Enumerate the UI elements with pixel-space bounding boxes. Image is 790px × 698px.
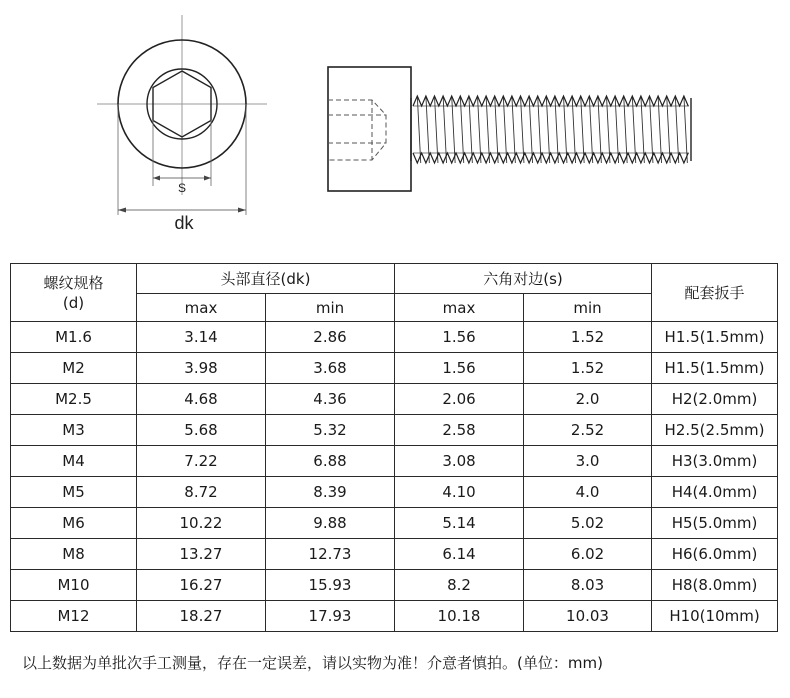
specification-table <box>10 263 778 632</box>
cell-dk-max: 5.68 <box>137 415 266 446</box>
table-row <box>11 384 778 415</box>
table-row <box>11 477 778 508</box>
cell-wrench: H4(4.0mm) <box>652 477 778 508</box>
cell-wrench: H2(2.0mm) <box>652 384 778 415</box>
cell-s-min: 1.52 <box>524 322 652 353</box>
header-wrench: 配套扳手 <box>652 264 778 322</box>
screw-technical-drawing <box>0 0 790 250</box>
cell-dk-min: 8.39 <box>266 477 395 508</box>
cell-dk-max: 18.27 <box>137 601 266 632</box>
header-dk-min: min <box>266 294 395 322</box>
cell-thread: M8 <box>11 539 137 570</box>
cell-dk-max: 3.14 <box>137 322 266 353</box>
header-thread-spec-line1: 螺纹规格 <box>43 273 104 292</box>
header-dk-max: max <box>137 294 266 322</box>
cell-thread: M3 <box>11 415 137 446</box>
table-row <box>11 415 778 446</box>
cell-dk-max: 16.27 <box>137 570 266 601</box>
cell-s-max: 10.18 <box>395 601 524 632</box>
table-body <box>11 322 778 632</box>
cell-thread: M2 <box>11 353 137 384</box>
dk-dimension-label: dk <box>174 213 194 233</box>
cell-s-min: 2.52 <box>524 415 652 446</box>
table-row <box>11 446 778 477</box>
header-thread-spec <box>11 264 137 322</box>
cell-s-min: 2.0 <box>524 384 652 415</box>
header-hex-across-flats: 六角对边(s) <box>395 264 652 294</box>
cell-thread: M1.6 <box>11 322 137 353</box>
cell-dk-max: 10.22 <box>137 508 266 539</box>
cell-dk-min: 5.32 <box>266 415 395 446</box>
cell-thread: M10 <box>11 570 137 601</box>
cell-thread: M4 <box>11 446 137 477</box>
cell-s-max: 5.14 <box>395 508 524 539</box>
cell-dk-min: 15.93 <box>266 570 395 601</box>
cell-s-max: 2.58 <box>395 415 524 446</box>
cell-s-min: 5.02 <box>524 508 652 539</box>
thread-shank <box>411 96 691 163</box>
cell-s-max: 6.14 <box>395 539 524 570</box>
cell-dk-min: 9.88 <box>266 508 395 539</box>
measurement-footnote: 以上数据为单批次手工测量，存在一定误差，请以实物为准！介意者慎拍。(单位：mm) <box>22 654 603 672</box>
cell-s-min: 1.52 <box>524 353 652 384</box>
cell-wrench: H5(5.0mm) <box>652 508 778 539</box>
s-dimension-label: S <box>177 181 187 195</box>
cell-s-max: 8.2 <box>395 570 524 601</box>
header-s-max: max <box>395 294 524 322</box>
table-row <box>11 322 778 353</box>
header-s-min: min <box>524 294 652 322</box>
cell-wrench: H2.5(2.5mm) <box>652 415 778 446</box>
cell-s-max: 2.06 <box>395 384 524 415</box>
head-end-view <box>97 15 267 233</box>
cell-dk-max: 8.72 <box>137 477 266 508</box>
cell-dk-max: 7.22 <box>137 446 266 477</box>
table-row <box>11 508 778 539</box>
header-head-diameter: 头部直径(dk) <box>137 264 395 294</box>
table-row <box>11 570 778 601</box>
cell-dk-min: 17.93 <box>266 601 395 632</box>
cell-dk-min: 6.88 <box>266 446 395 477</box>
cell-wrench: H8(8.0mm) <box>652 570 778 601</box>
cell-s-max: 1.56 <box>395 322 524 353</box>
cell-s-min: 8.03 <box>524 570 652 601</box>
cell-s-min: 3.0 <box>524 446 652 477</box>
screw-side-view <box>328 67 691 191</box>
cell-thread: M12 <box>11 601 137 632</box>
header-thread-spec-line2: (d) <box>62 293 85 312</box>
cell-dk-max: 13.27 <box>137 539 266 570</box>
cell-thread: M6 <box>11 508 137 539</box>
cell-s-max: 4.10 <box>395 477 524 508</box>
cell-wrench: H1.5(1.5mm) <box>652 353 778 384</box>
cell-s-min: 6.02 <box>524 539 652 570</box>
table-row <box>11 353 778 384</box>
table-row <box>11 539 778 570</box>
cell-dk-min: 4.36 <box>266 384 395 415</box>
cell-dk-max: 3.98 <box>137 353 266 384</box>
cell-wrench: H10(10mm) <box>652 601 778 632</box>
cell-s-max: 3.08 <box>395 446 524 477</box>
cell-wrench: H3(3.0mm) <box>652 446 778 477</box>
cell-s-min: 10.03 <box>524 601 652 632</box>
cell-dk-min: 2.86 <box>266 322 395 353</box>
cell-s-max: 1.56 <box>395 353 524 384</box>
cell-dk-min: 3.68 <box>266 353 395 384</box>
cell-dk-min: 12.73 <box>266 539 395 570</box>
thread-profile <box>413 96 688 106</box>
cell-thread: M5 <box>11 477 137 508</box>
cell-dk-max: 4.68 <box>137 384 266 415</box>
cell-s-min: 4.0 <box>524 477 652 508</box>
cell-wrench: H6(6.0mm) <box>652 539 778 570</box>
cell-thread: M2.5 <box>11 384 137 415</box>
table-row <box>11 601 778 632</box>
cell-wrench: H1.5(1.5mm) <box>652 322 778 353</box>
